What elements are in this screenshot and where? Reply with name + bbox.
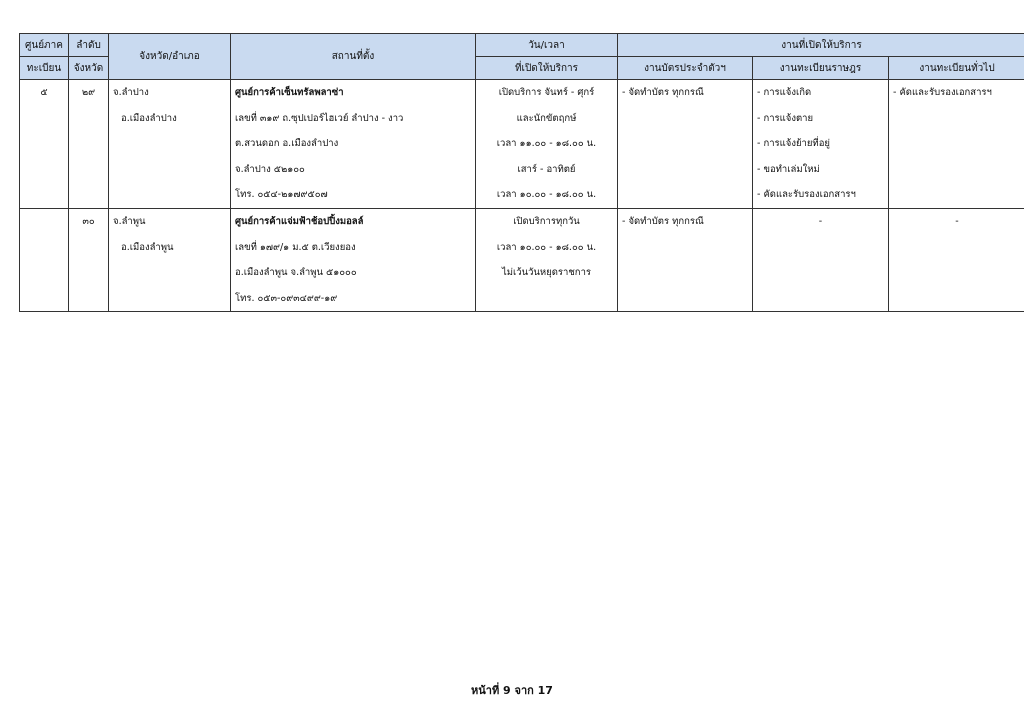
datetime-line: เวลา ๑๐.๐๐ - ๑๘.๐๐ น.	[496, 241, 597, 253]
header-datetime-top: วัน/เวลา	[476, 34, 618, 57]
province-name: จ.ลำปาง	[113, 87, 149, 98]
table-row	[20, 80, 1024, 209]
id-card-service: - จัดทำบัตร ทุกกรณี	[622, 215, 704, 227]
datetime-line: เวลา ๑๐.๐๐ - ๑๘.๐๐ น.	[496, 189, 597, 201]
location-phone: โทร. ๐๕๓-๐๙๓๔๙๙-๑๙	[235, 292, 338, 304]
order-cell	[69, 208, 109, 311]
location-cell	[231, 208, 476, 311]
order-value: ๒๙	[81, 87, 96, 98]
district-name: อ.เมืองลำพูน	[121, 241, 174, 253]
location-cell	[231, 80, 476, 209]
location-address: อ.เมืองลำพูน จ.ลำพูน ๕๑๐๐๐	[235, 267, 357, 279]
location-address: เลขที่ ๑๗๙/๑ ม.๕ ต.เวียงยอง	[235, 241, 356, 253]
location-name: ศูนย์การค้าแจ่มฟ้าช้อปปิ้งมอลล์	[235, 215, 364, 227]
province-name: จ.ลำพูน	[113, 215, 146, 227]
region-cell	[20, 80, 69, 209]
datetime-line: เปิดบริการทุกวัน	[513, 215, 580, 227]
datetime-line: เปิดบริการ จันทร์ - ศุกร์	[498, 87, 595, 98]
civil-service: - คัดและรับรองเอกสารฯ	[757, 189, 856, 201]
location-address: จ.ลำปาง ๕๒๑๐๐	[235, 163, 305, 175]
header-region-top: ศูนย์ภาค	[20, 34, 69, 57]
location-phone: โทร. ๐๕๔-๒๑๗๙๕๐๗	[235, 189, 328, 201]
id-card-cell	[618, 80, 753, 209]
civil-service: - ขอทำเล่มใหม่	[757, 163, 820, 175]
location-address: ต.สวนดอก อ.เมืองลำปาง	[235, 138, 339, 150]
location-address: เลขที่ ๓๑๙ ถ.ซุปเปอร์ไฮเวย์ ลำปาง - งาว	[235, 112, 404, 124]
header-civil-registration: งานทะเบียนราษฎร	[753, 57, 889, 80]
order-value: ๓๐	[82, 215, 95, 227]
civil-service: -	[818, 215, 823, 227]
header-order-top: ลำดับ	[69, 34, 109, 57]
datetime-line: เสาร์ - อาทิตย์	[517, 163, 576, 175]
general-registration-cell	[889, 208, 1024, 311]
civil-registration-cell	[753, 80, 889, 209]
datetime-line: และนักขัตฤกษ์	[516, 112, 577, 124]
province-cell	[109, 80, 231, 209]
general-service: -	[955, 215, 959, 227]
header-datetime-bottom: ที่เปิดให้บริการ	[476, 57, 618, 80]
province-cell	[109, 208, 231, 311]
header-order-bottom: จังหวัด	[69, 57, 109, 80]
civil-service: - การแจ้งตาย	[757, 112, 814, 124]
general-registration-cell	[889, 80, 1024, 209]
datetime-cell	[476, 80, 618, 209]
header-id-card: งานบัตรประจำตัวฯ	[618, 57, 753, 80]
header-general-registration: งานทะเบียนทั่วไป	[889, 57, 1024, 80]
header-row-top	[20, 34, 1024, 57]
service-locations-table	[19, 33, 1024, 312]
civil-service: - การแจ้งเกิด	[757, 87, 812, 98]
civil-registration-cell	[753, 208, 889, 311]
region-cell	[20, 208, 69, 311]
page-number-footer: หน้าที่ 9 จาก 17	[471, 684, 553, 697]
header-services-group: งานที่เปิดให้บริการ	[618, 34, 1024, 57]
general-service: - คัดและรับรองเอกสารฯ	[893, 87, 992, 98]
region-value	[20, 209, 68, 235]
datetime-line: เวลา ๑๑.๐๐ - ๑๘.๐๐ น.	[496, 138, 597, 150]
id-card-cell	[618, 208, 753, 311]
header-location: สถานที่ตั้ง	[231, 34, 476, 80]
id-card-service: - จัดทำบัตร ทุกกรณี	[622, 87, 704, 98]
district-name: อ.เมืองลำปาง	[121, 112, 177, 124]
header-province-district: จังหวัด/อำเภอ	[109, 34, 231, 80]
order-cell	[69, 80, 109, 209]
datetime-cell	[476, 208, 618, 311]
location-name: ศูนย์การค้าเซ็นทรัลพลาซ่า	[235, 87, 344, 98]
datetime-line: ไม่เว้นวันหยุดราชการ	[501, 267, 592, 279]
civil-service: - การแจ้งย้ายที่อยู่	[757, 138, 830, 150]
region-value: ๕	[40, 87, 48, 98]
table-row	[20, 208, 1024, 311]
header-region-bottom: ทะเบียน	[20, 57, 69, 80]
service-schedule-sheet	[19, 33, 1005, 312]
